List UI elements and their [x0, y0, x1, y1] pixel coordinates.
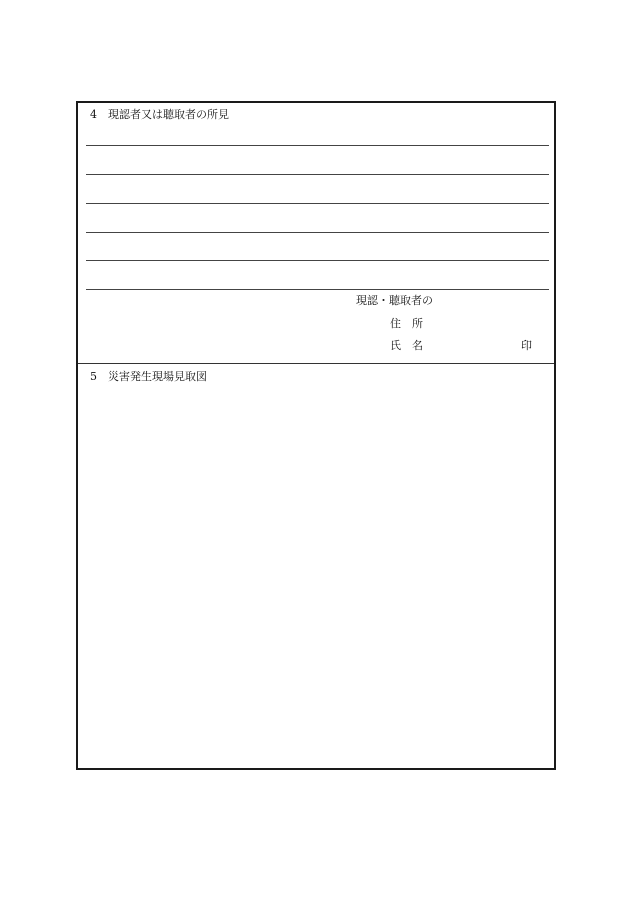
- findings-writing-line[interactable]: [86, 260, 549, 261]
- findings-writing-line[interactable]: [86, 145, 549, 146]
- site-sketch-heading: [90, 370, 207, 384]
- seal-mark: 印: [521, 339, 532, 352]
- site-sketch-area[interactable]: [78, 388, 554, 768]
- name-label: 氏 名: [390, 339, 423, 352]
- witness-findings-section: [78, 103, 554, 364]
- section-number: 4: [90, 108, 97, 121]
- signature-heading: 現認・聴取者の: [356, 294, 433, 307]
- findings-writing-line[interactable]: [86, 289, 549, 290]
- address-label: 住 所: [390, 317, 423, 330]
- section-title: 現認者又は聴取者の所見: [108, 108, 229, 121]
- findings-writing-line[interactable]: [86, 232, 549, 233]
- findings-writing-line[interactable]: [86, 174, 549, 175]
- section-number: 5: [90, 370, 97, 383]
- report-form-frame: [76, 101, 556, 770]
- witness-findings-heading: [90, 108, 229, 122]
- section-title: 災害発生現場見取図: [108, 370, 207, 383]
- findings-writing-line[interactable]: [86, 203, 549, 204]
- site-sketch-section: [78, 364, 554, 768]
